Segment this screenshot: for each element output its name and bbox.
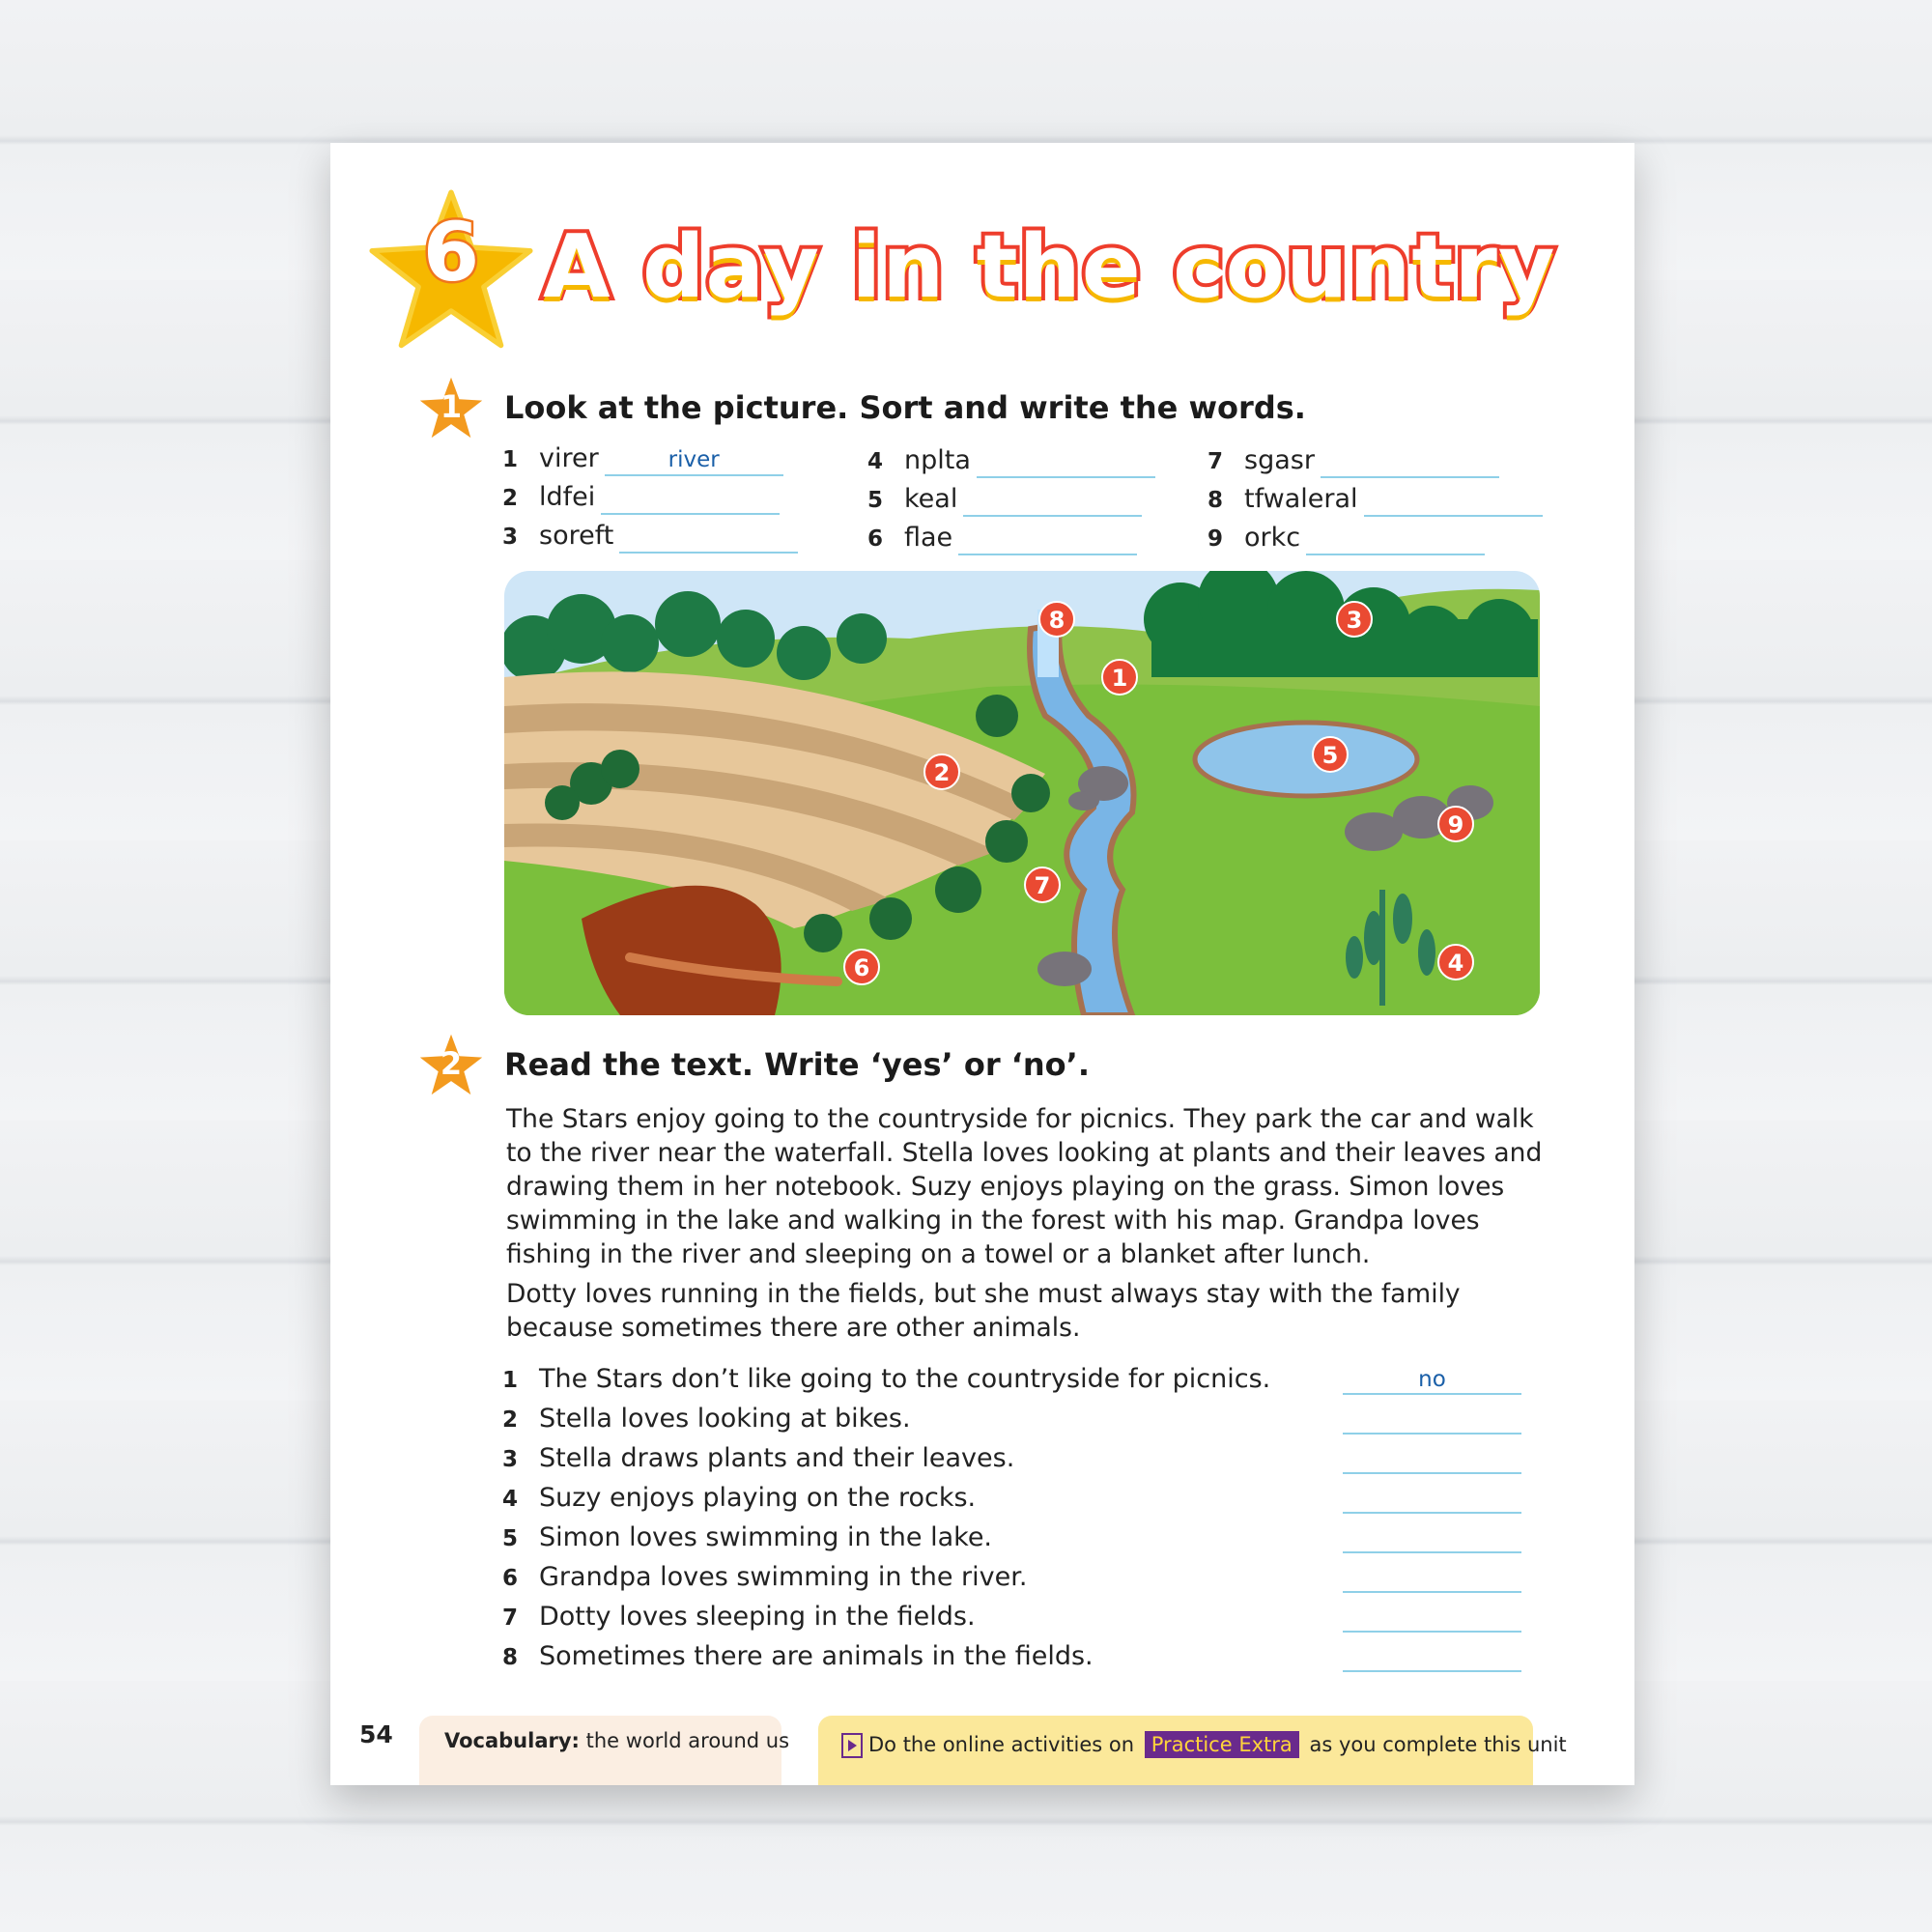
answer-field[interactable] [958,525,1137,555]
workbook-page [330,143,1634,1785]
word-item: 4 nplta [867,444,1155,477]
answer-field[interactable] [1321,447,1499,478]
svg-text:8: 8 [1048,607,1065,634]
answer-field[interactable] [1343,1600,1521,1633]
word-item: 8 tfwaleral [1208,483,1543,516]
statement-row: 2 Stella loves looking at bikes. [502,1402,1546,1436]
label-9 [1438,807,1473,841]
svg-text:6: 6 [853,954,870,981]
countryside-picture [504,571,1540,1015]
answer-field[interactable] [1343,1639,1521,1672]
statement-row: 8 Sometimes there are animals in the fields. [502,1639,1546,1674]
unit-number: 6 [422,205,480,299]
answer-field[interactable] [1343,1520,1521,1553]
word-item: 6 flae [867,522,1137,554]
answer-field[interactable] [601,484,780,515]
svg-text:7: 7 [1034,872,1051,899]
label-2 [924,754,959,789]
answer-field[interactable] [1364,486,1543,517]
lake-water [1195,723,1417,796]
svg-text:9: 9 [1447,811,1464,838]
statement-row: 1 The Stars don’t like going to the countryside for picnics. no [502,1362,1546,1397]
label-4 [1438,945,1473,980]
exercise-2-number: 2 [440,1045,463,1082]
label-7 [1025,867,1060,902]
svg-text:1: 1 [1111,665,1128,692]
answer-field[interactable] [1343,1560,1521,1593]
practice-extra-badge[interactable]: Practice Extra [1145,1731,1299,1758]
word-item: 9 orkc [1208,522,1485,554]
answer-field[interactable] [1343,1481,1521,1514]
statement-row: 4 Suzy enjoys playing on the rocks. [502,1481,1546,1516]
svg-text:5: 5 [1321,742,1339,769]
word-item: 5 keal [867,483,1142,516]
answer-field[interactable]: river [605,445,783,476]
svg-text:2: 2 [933,759,951,786]
vocabulary-label: Vocabulary: [444,1729,580,1752]
svg-text:3: 3 [1346,607,1363,634]
reading-paragraph: The Stars enjoy going to the countryside for picnics. They park the car and walk to the river near the waterfall. Stella loves looking at plants and their leaves and drawing them in her notebook. Suzy enjoys playing on the grass. Simon loves swimming in the lake and walking in the forest with his map. Grandpa loves fishing in the river and sleeping on a towel or a blanket after lunch. [506,1104,1543,1269]
word-item: 2 ldfei [502,481,780,514]
statement-row: 6 Grandpa loves swimming in the river. [502,1560,1546,1595]
play-icon [841,1733,863,1758]
word-item: 7 sgasr [1208,444,1499,477]
label-3 [1337,602,1372,637]
answer-field[interactable] [1306,525,1485,555]
page-number: 54 [359,1720,393,1748]
answer-field[interactable] [619,523,798,554]
reading-text [506,1102,1549,1350]
word-item: 3 soreft [502,520,798,553]
label-6 [844,950,879,984]
answer-field[interactable] [1343,1441,1521,1474]
answer-field[interactable] [963,486,1142,517]
vocabulary-topic: the world around us [585,1729,790,1752]
statement-row: 5 Simon loves swimming in the lake. [502,1520,1546,1555]
unit-title: A day in the country [543,216,1556,318]
statement-row: 3 Stella draws plants and their leaves. [502,1441,1546,1476]
reading-paragraph: Dotty loves running in the fields, but she must always stay with the family because sometimes there are other animals. [506,1279,1461,1343]
answer-field[interactable] [977,447,1155,478]
label-1 [1102,660,1137,695]
word-item: 1 virer river [502,442,783,475]
label-5 [1313,737,1348,772]
practice-text-before: Do the online activities on [868,1733,1135,1756]
exercise-2-instruction: Read the text. Write ‘yes’ or ‘no’. [504,1046,1090,1083]
answer-field[interactable] [1343,1402,1521,1435]
vocabulary-box [419,1716,790,1785]
exercise-1-number: 1 [440,388,463,425]
answer-field[interactable]: no [1343,1362,1521,1395]
exercise-1-instruction: Look at the picture. Sort and write the words. [504,389,1306,426]
practice-text-after: as you complete this unit [1309,1733,1567,1756]
statement-row: 7 Dotty loves sleeping in the fields. [502,1600,1546,1634]
label-8 [1039,602,1074,637]
svg-text:4: 4 [1447,950,1464,977]
practice-extra-box [818,1716,1567,1785]
